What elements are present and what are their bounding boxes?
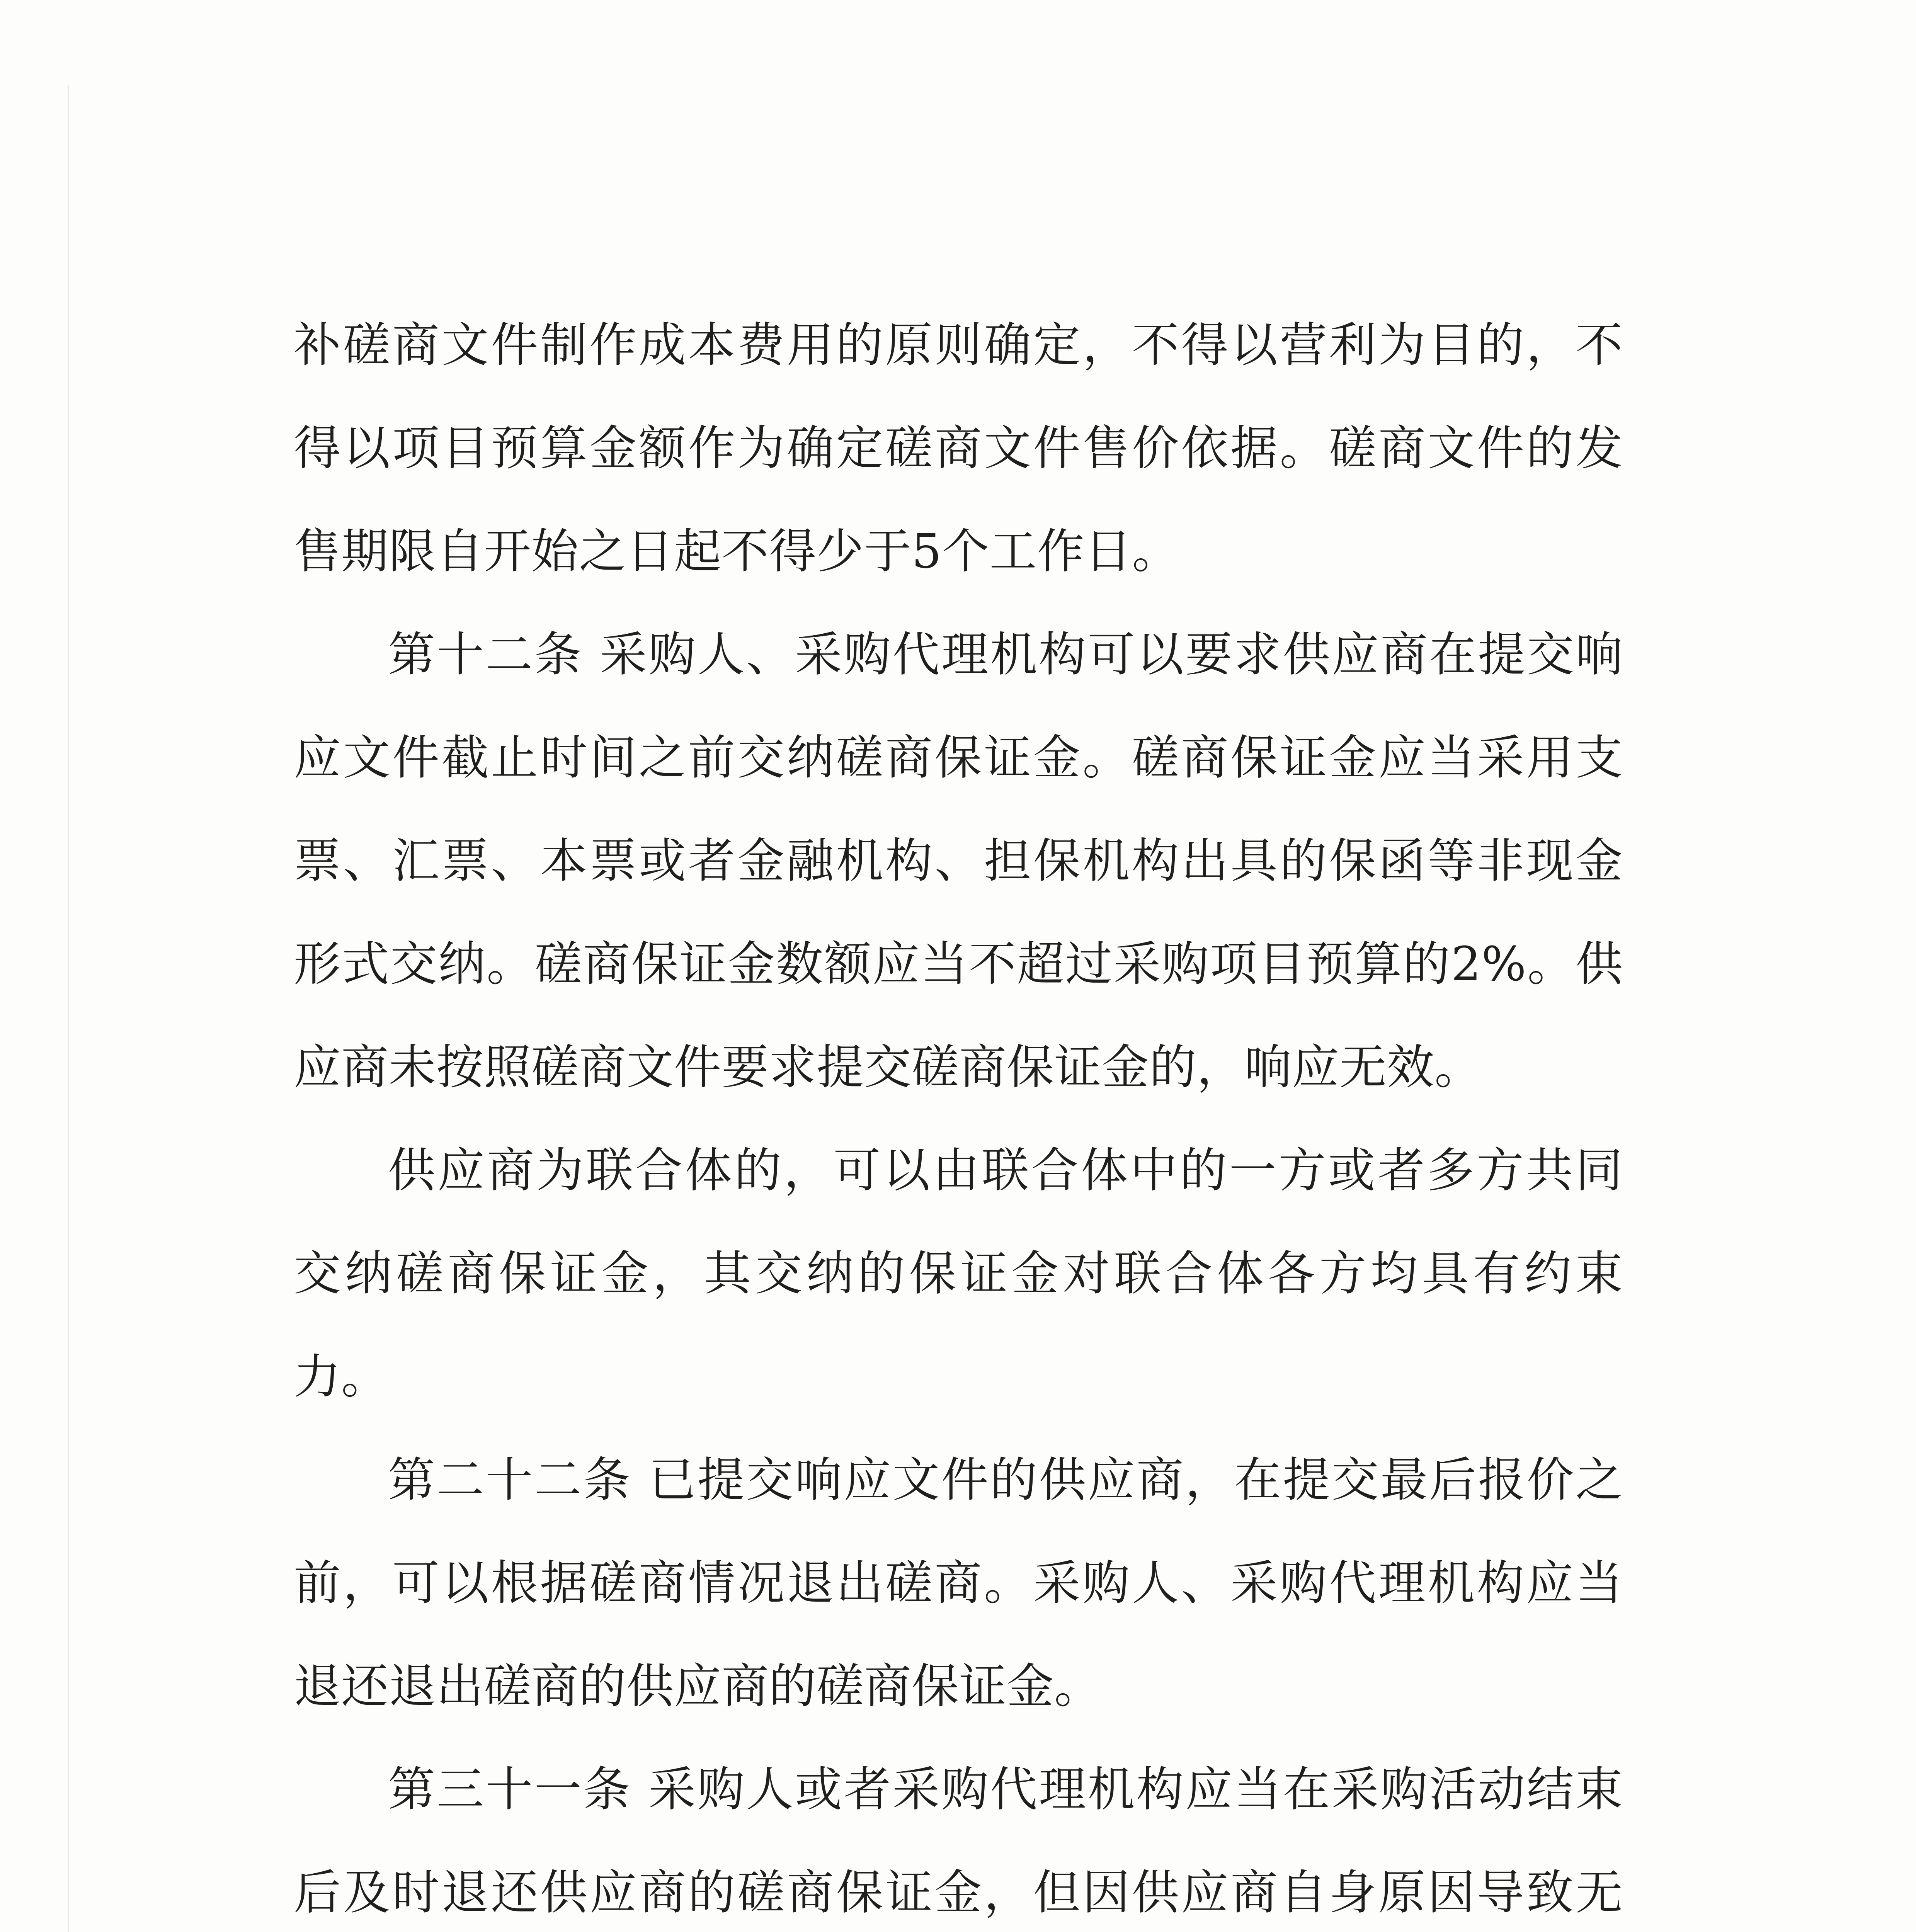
paragraph-article-22: 第二十二条 已提交响应文件的供应商，在提交最后报价之前，可以根据磋商情况退出磋商。采购人、采购代理机构应当退还退出磋商的供应商的磋商保证金。: [294, 1452, 1623, 1714]
scan-edge-left: [68, 85, 69, 1932]
document-body: [294, 294, 1623, 1932]
paragraph-continued: 补磋商文件制作成本费用的原则确定，不得以营利为目的，不得以项目预算金额作为确定磋商文件售价依据。磋商文件的发售期限自开始之日起不得少于5个工作日。: [294, 318, 1623, 579]
paragraph-consortium: 供应商为联合体的，可以由联合体中的一方或者多方共同交纳磋商保证金，其交纳的保证金对联合体各方均具有约束力。: [294, 1143, 1623, 1404]
paragraph-article-31: 第三十一条 采购人或者采购代理机构应当在采购活动结束后及时退还供应商的磋商保证金，但因供应商自身原因导致无: [294, 1762, 1623, 1920]
paragraph-article-12: 第十二条 采购人、采购代理机构可以要求供应商在提交响应文件截止时间之前交纳磋商保证金。磋商保证金应当采用支票、汇票、本票或者金融机构、担保机构出具的保函等非现金形式交纳。磋商保证金数额应当不超过采购项目预算的2%。供应商未按照磋商文件要求提交磋商保证金的，响应无效。: [294, 627, 1623, 1095]
